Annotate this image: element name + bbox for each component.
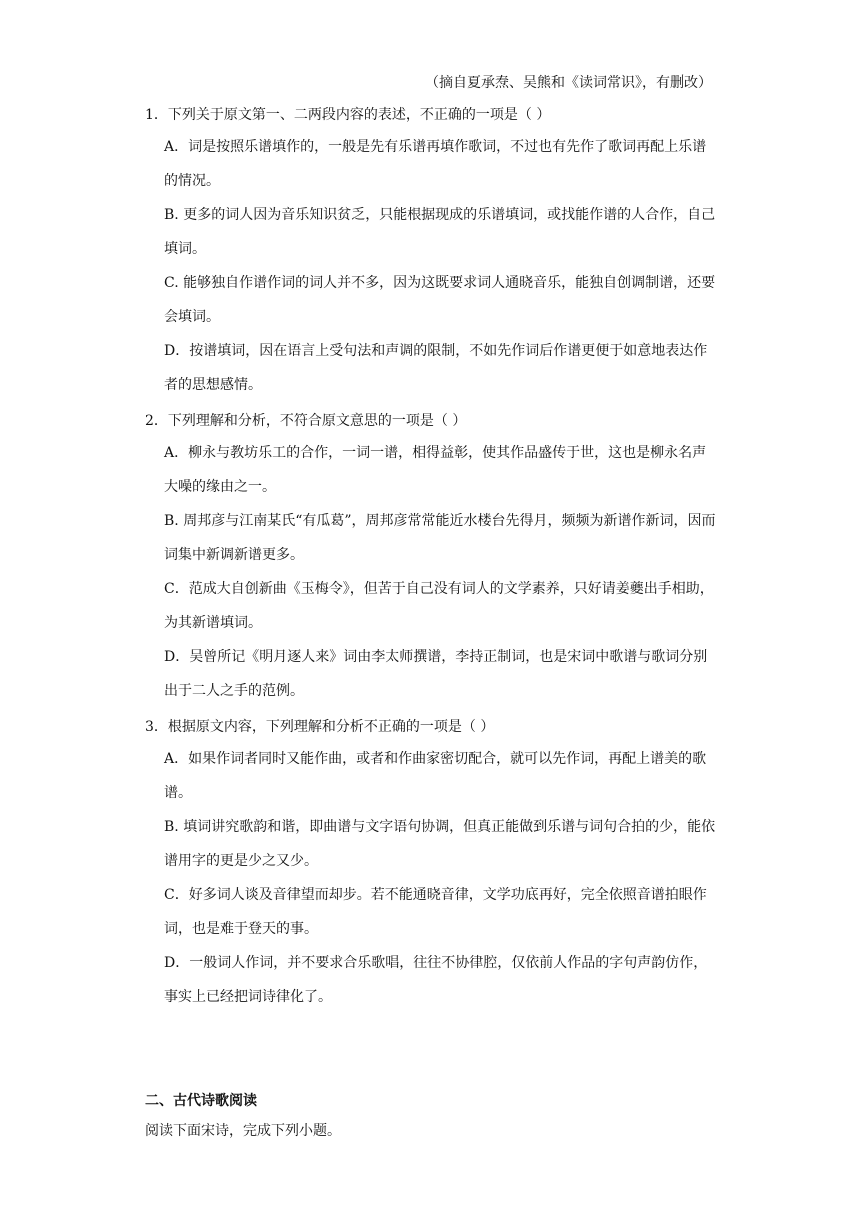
source-citation: （摘自夏承焘、吴熊和《读词常识》，有删改） bbox=[425, 75, 712, 91]
option-b: B. 周邦彦与江南某氏“有瓜葛”，周邦彦常常能近水楼台先得月，频频为新谱作新词，因而词集中新调新谱更多。 bbox=[164, 513, 716, 563]
question-3 bbox=[145, 716, 745, 1014]
option-c: C．范成大自创新曲《玉梅令》，但苦于自己没有词人的文学素养，只好请姜夔出手相助，为其新谱填词。 bbox=[164, 581, 714, 631]
option-d: D．按谱填词，因在语言上受句法和声调的限制，不如先作词后作谱更便于如意地表达作者的思想感情。 bbox=[164, 343, 708, 393]
option-a: A．词是按照乐谱填作的，一般是先有乐谱再填作歌词，不过也有先作了歌词再配上乐谱的情况。 bbox=[164, 139, 707, 189]
option-c: C．好多词人谈及音律望而却步。若不能通晓音律，文学功底再好，完全依照音谱拍眼作词，也是难于登天的事。 bbox=[164, 887, 707, 937]
option-a: A．柳永与教坊乐工的合作，一词一谱，相得益彰，使其作品盛传于世，这也是柳永名声大噪的缘由之一。 bbox=[164, 445, 707, 495]
option-b: B. 更多的词人因为音乐知识贫乏，只能根据现成的乐谱填词，或找能作谱的人合作，自己填词。 bbox=[164, 207, 716, 257]
question-stem: 2．下列理解和分析，不符合原文意思的一项是（ ） bbox=[145, 413, 467, 429]
option-d: D．吴曾所记《明月逐人来》词由李太师撰谱，李持正制词，也是宋词中歌谱与歌词分别出于二人之手的范例。 bbox=[164, 649, 708, 699]
section-instruction: 阅读下面宋诗，完成下列小题。 bbox=[145, 1123, 341, 1139]
question-2 bbox=[145, 410, 745, 708]
question-stem: 3．根据原文内容，下列理解和分析不正确的一项是（ ） bbox=[145, 719, 495, 735]
option-b: B. 填词讲究歌韵和谐，即曲谱与文字语句协调，但真正能做到乐谱与词句合拍的少，能依谱用字的更是少之又少。 bbox=[164, 819, 716, 869]
option-a: A．如果作词者同时又能作曲，或者和作曲家密切配合，就可以先作词，再配上谱美的歌谱。 bbox=[164, 751, 707, 801]
option-d: D．一般词人作词，并不要求合乐歌唱，往往不协律腔，仅依前人作品的字句声韵仿作，事实上已经把词诗律化了。 bbox=[164, 955, 708, 1005]
question-stem: 1．下列关于原文第一、二两段内容的表述，不正确的一项是（ ） bbox=[145, 107, 551, 123]
section-heading: 二、古代诗歌阅读 bbox=[145, 1093, 257, 1109]
option-c: C. 能够独自作谱作词的词人并不多，因为这既要求词人通晓音乐，能独自创调制谱，还要会填词。 bbox=[164, 275, 716, 325]
question-1 bbox=[145, 104, 745, 402]
